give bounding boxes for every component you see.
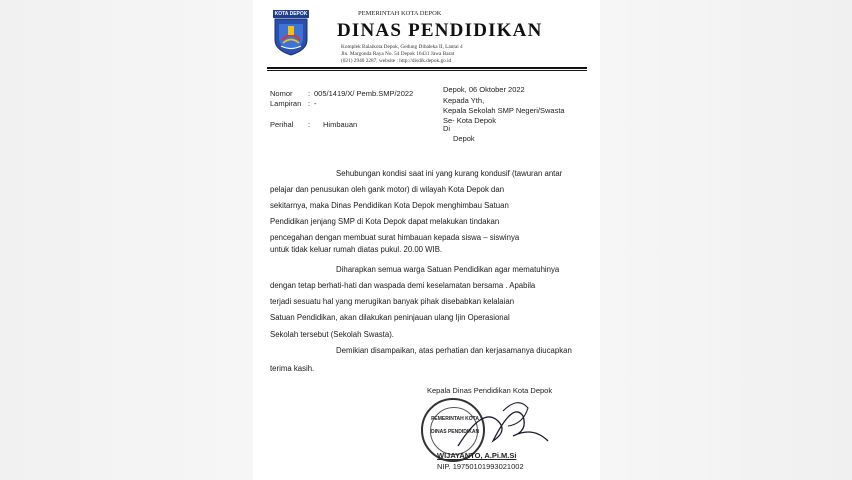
body-p3-line-2: terima kasih. [270, 364, 315, 373]
nomor-sep: : [308, 89, 311, 98]
recipient-di: Di [443, 124, 451, 133]
letter-page [253, 0, 600, 480]
signatory-title: Kepala Dinas Pendidikan Kota Depok [427, 386, 553, 395]
perihal-value: Himbauan [323, 120, 358, 129]
recipient-place: Depok [453, 134, 475, 143]
body-p3-line-1: Demikian disampaikan, atas perhatian dan kerjasamanya diucapkan [336, 346, 572, 355]
lampiran-label: Lampiran [270, 99, 302, 108]
agency-name: DINAS PENDIDIKAN [337, 20, 543, 41]
signatory-nip: NIP. 19750101993021002 [437, 462, 524, 471]
lampiran-value: - [314, 99, 317, 108]
body-p2-line-4: Satuan Pendidikan, akan dilakukan peninjauan ulang Ijin Operasional [270, 313, 510, 322]
stamp-middle-text: DINAS PENDIDIKAN [431, 429, 480, 435]
body-p2-line-3: terjadi sesuatu hal yang merugikan banyak pihak disebabkan kelalaian [270, 297, 515, 306]
letter-date: Depok, 06 Oktober 2022 [443, 85, 525, 94]
recipient-line-1: Kepala Sekolah SMP Negeri/Swasta [443, 106, 565, 115]
background-left [0, 0, 253, 480]
body-p2-line-2: dengan tetap berhati-hati dan waspada demi keselamatan bersama . Apabila [270, 281, 536, 290]
lampiran-sep: : [308, 99, 311, 108]
nomor-label: Nomor [270, 89, 293, 98]
body-p2-line-1: Diharapkan semua warga Satuan Pendidikan agar mematuhinya [336, 265, 560, 274]
body-p2-line-5: Sekolah tersebut (Sekolah Swasta). [270, 330, 394, 339]
handwritten-signature [453, 396, 553, 456]
header-rule-thick [267, 67, 587, 69]
body-p1-line-4: Pendidikan jenjang SMP di Kota Depok dapat melakukan tindakan [270, 217, 500, 226]
nomor-value: 005/1419/X/ Pemb.SMP/2022 [314, 89, 414, 98]
body-p1-line-3: sekitarnya, maka Dinas Pendidikan Kota Depok menghimbau Satuan [270, 201, 509, 210]
logo-caption: KOTA DEPOK [274, 11, 308, 17]
background-right [600, 0, 852, 480]
address-line-3: (021) 2940 2287, website : http://disdik.depok.go.id [341, 58, 452, 64]
body-p1-line-1: Sehubungan kondisi saat ini yang kurang kondusif (tawuran antar [336, 169, 563, 178]
body-p1-line-2: pelajar dan penusukan oleh gank motor) di wilayah Kota Depok dan [270, 185, 505, 194]
address-line-1: Komplek Balaikota Depok, Gedung Dibaleka II, Lantai 4 [341, 44, 463, 50]
address-line-2: Jln. Margonda Raya No. 54 Depok 16431 Jawa Barat [341, 51, 455, 57]
city-logo [273, 10, 309, 56]
signatory-name: WIJAYANTO, A.Pi.M.Si [437, 451, 517, 460]
government-name: PEMERINTAH KOTA DEPOK [358, 10, 442, 17]
crest-icon [273, 10, 309, 56]
body-p1-line-5: pencegahan dengan membuat surat himbauan kepada siswa – siswinya [270, 233, 520, 242]
stamp-top-text: PEMERINTAH KOTA [431, 416, 479, 422]
header-rule-thin [267, 70, 587, 71]
recipient-greeting: Kepada Yth, [443, 96, 485, 105]
recipient-line-2: Se- Kota Depok [443, 116, 496, 125]
perihal-sep: : [308, 120, 311, 129]
body-p1-line-6: untuk tidak keluar rumah diatas pukul. 20.00 WIB. [270, 245, 443, 254]
perihal-label: Perihal [270, 120, 294, 129]
